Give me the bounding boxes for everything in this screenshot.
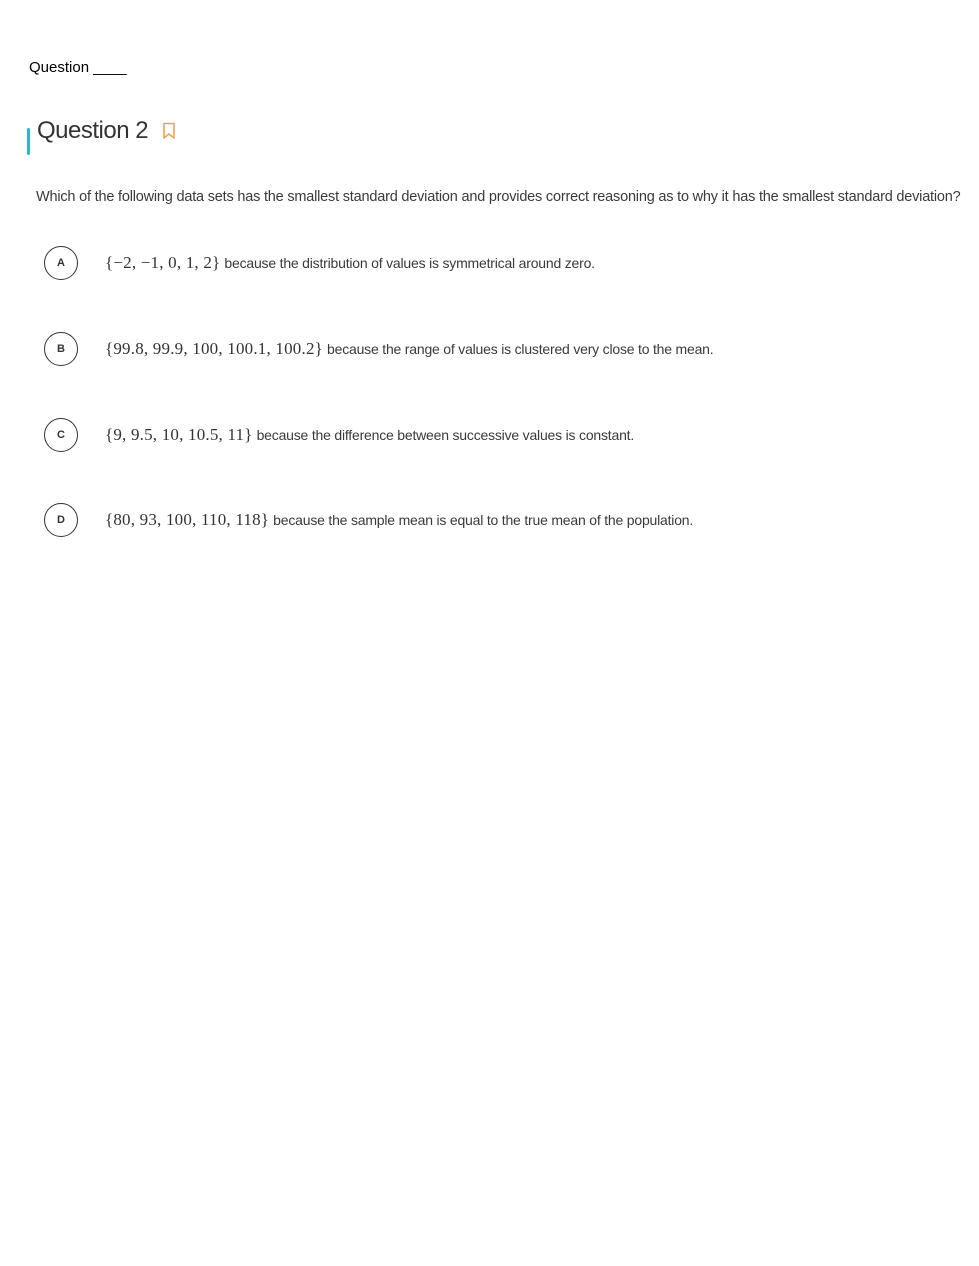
question-accent-bar xyxy=(27,128,30,155)
answer-option-b[interactable] xyxy=(44,332,713,366)
option-text xyxy=(105,339,713,359)
option-reasoning: because the distribution of values is symmetrical around zero. xyxy=(224,255,595,271)
answer-option-a[interactable] xyxy=(44,246,595,280)
option-letter-badge: D xyxy=(44,503,78,537)
document-question-label: Question ____ xyxy=(29,59,127,76)
option-text xyxy=(105,425,634,445)
option-reasoning: because the sample mean is equal to the true mean of the population. xyxy=(273,512,694,528)
question-prompt: Which of the following data sets has the smallest standard deviation and provides correct reasoning as to why it has the smallest standard deviation? xyxy=(36,189,961,205)
option-reasoning: because the difference between successive values is constant. xyxy=(256,427,635,443)
option-letter-badge: A xyxy=(44,246,78,280)
question-title: Question 2 xyxy=(37,117,149,144)
option-data-set: {99.8, 99.9, 100, 100.1, 100.2} xyxy=(105,339,324,358)
option-letter-badge: B xyxy=(44,332,78,366)
bookmark-icon[interactable] xyxy=(162,122,176,140)
option-data-set: {−2, −1, 0, 1, 2} xyxy=(105,253,221,272)
option-text xyxy=(105,253,595,273)
question-header xyxy=(37,117,176,145)
option-text xyxy=(105,510,693,530)
option-data-set: {80, 93, 100, 110, 118} xyxy=(105,510,270,529)
answer-option-c[interactable] xyxy=(44,418,634,452)
option-letter-badge: C xyxy=(44,418,78,452)
answer-option-d[interactable] xyxy=(44,503,693,537)
option-reasoning: because the range of values is clustered very close to the mean. xyxy=(327,341,714,357)
option-data-set: {9, 9.5, 10, 10.5, 11} xyxy=(105,425,253,444)
